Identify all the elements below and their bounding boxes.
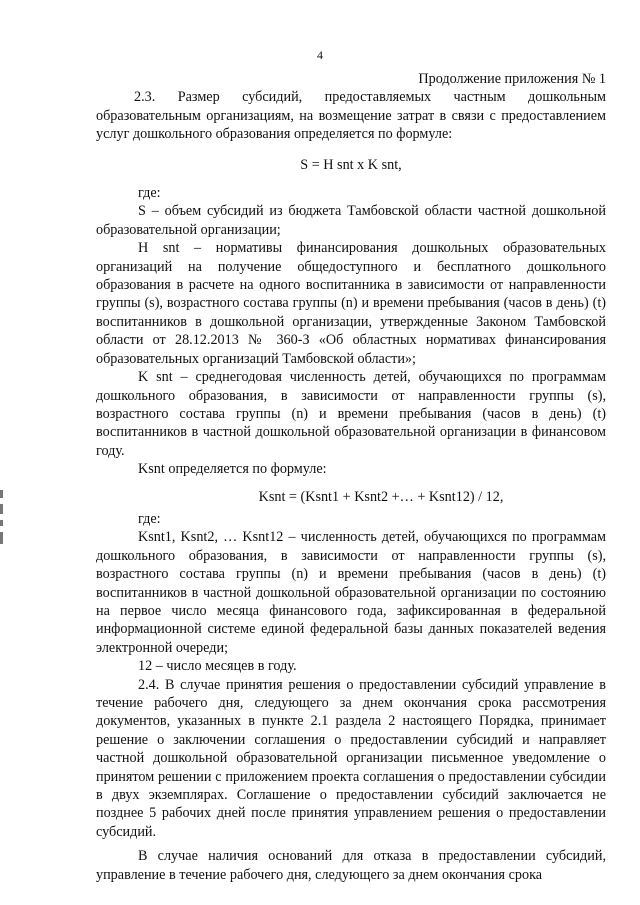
where-label-1: где: bbox=[138, 185, 161, 202]
appendix-header: Продолжение приложения № 1 bbox=[418, 71, 606, 87]
definition-s: S – объем субсидий из бюджета Тамбовской области частной дошкольной образовательной организации; bbox=[96, 203, 606, 238]
paragraph-2-3: 2.3. Размер субсидий, предоставляемых частным дошкольным образовательным организациям, на возмещение затрат в связи с предоставлением услуг дошкольного образования определяется по формуле: bbox=[96, 89, 606, 143]
paragraph-2-4: 2.4. В случае принятия решения о предоставлении субсидий управление в течение рабочего дня, следующего за днем окончания срока рассмотрения документов, указанных в пункте 2.1 раздела 2 настоящего Порядка, принимает решение о заключении соглашения о предоставлении субсидий и направляет частной дошкольной образовательной организации письменное уведомление о принятом решении с приложением проекта соглашения о предоставлении субсидии в двух экземплярах. Соглашение о предоставлении субсидий заключается не позднее 5 рабочих дней после принятия управлением решения о предоставлении субсидий. bbox=[96, 676, 606, 840]
document-body bbox=[96, 70, 606, 884]
definition-ksnt-months: Ksnt1, Ksnt2, … Ksnt12 – численность детей, обучающихся по программам дошкольного образования, в зависимости от направленности группы (s), возрастного состава группы (n) и времени пребывания (часов в день) (t) воспитанников в частной дошкольной образовательной организации по состоянию на первое число месяца финансового года, зафиксированная в федеральной информационной системе единой федеральной базы данных показателей ведения электронной очереди; bbox=[96, 529, 606, 656]
definition-k-snt: K snt – среднегодовая численность детей, обучающихся по программам дошкольного образования, в зависимости от направленности группы (s), возрастного состава группы (n) и времени пребывания (часов в день) (t) воспитанников в частной дошкольной образовательной организации в финансовом году. bbox=[96, 369, 606, 459]
paragraph-refusal: В случае наличия оснований для отказа в предоставлении субсидий, управление в течение рабочего дня, следующего за днем окончания срока bbox=[96, 848, 606, 883]
definition-12: 12 – число месяцев в году. bbox=[138, 658, 297, 675]
formula-ksnt: Ksnt = (Ksnt1 + Ksnt2 +… + Ksnt12) / 12, bbox=[258, 488, 504, 505]
page-number: 4 bbox=[317, 48, 323, 62]
where-label-2: где: bbox=[138, 510, 161, 527]
formula-s: S = H snt x K snt, bbox=[300, 156, 402, 173]
definition-h-snt: H snt – нормативы финансирования дошкольных образовательных организаций на получение общедоступного и бесплатного дошкольного образования в расчете на одного воспитанника в зависимости от направленности группы (s), возрастного состава группы (n) и времени пребывания (часов в день) (t) воспитанников в дошкольной организации, утвержденные Законом Тамбовской области от 28.12.2013 № 360-З «Об областных нормативах финансирования образовательных организаций Тамбовской области»; bbox=[96, 240, 606, 367]
ksnt-formula-intro: Ksnt определяется по формуле: bbox=[138, 461, 327, 478]
scan-margin-marks bbox=[0, 490, 6, 550]
